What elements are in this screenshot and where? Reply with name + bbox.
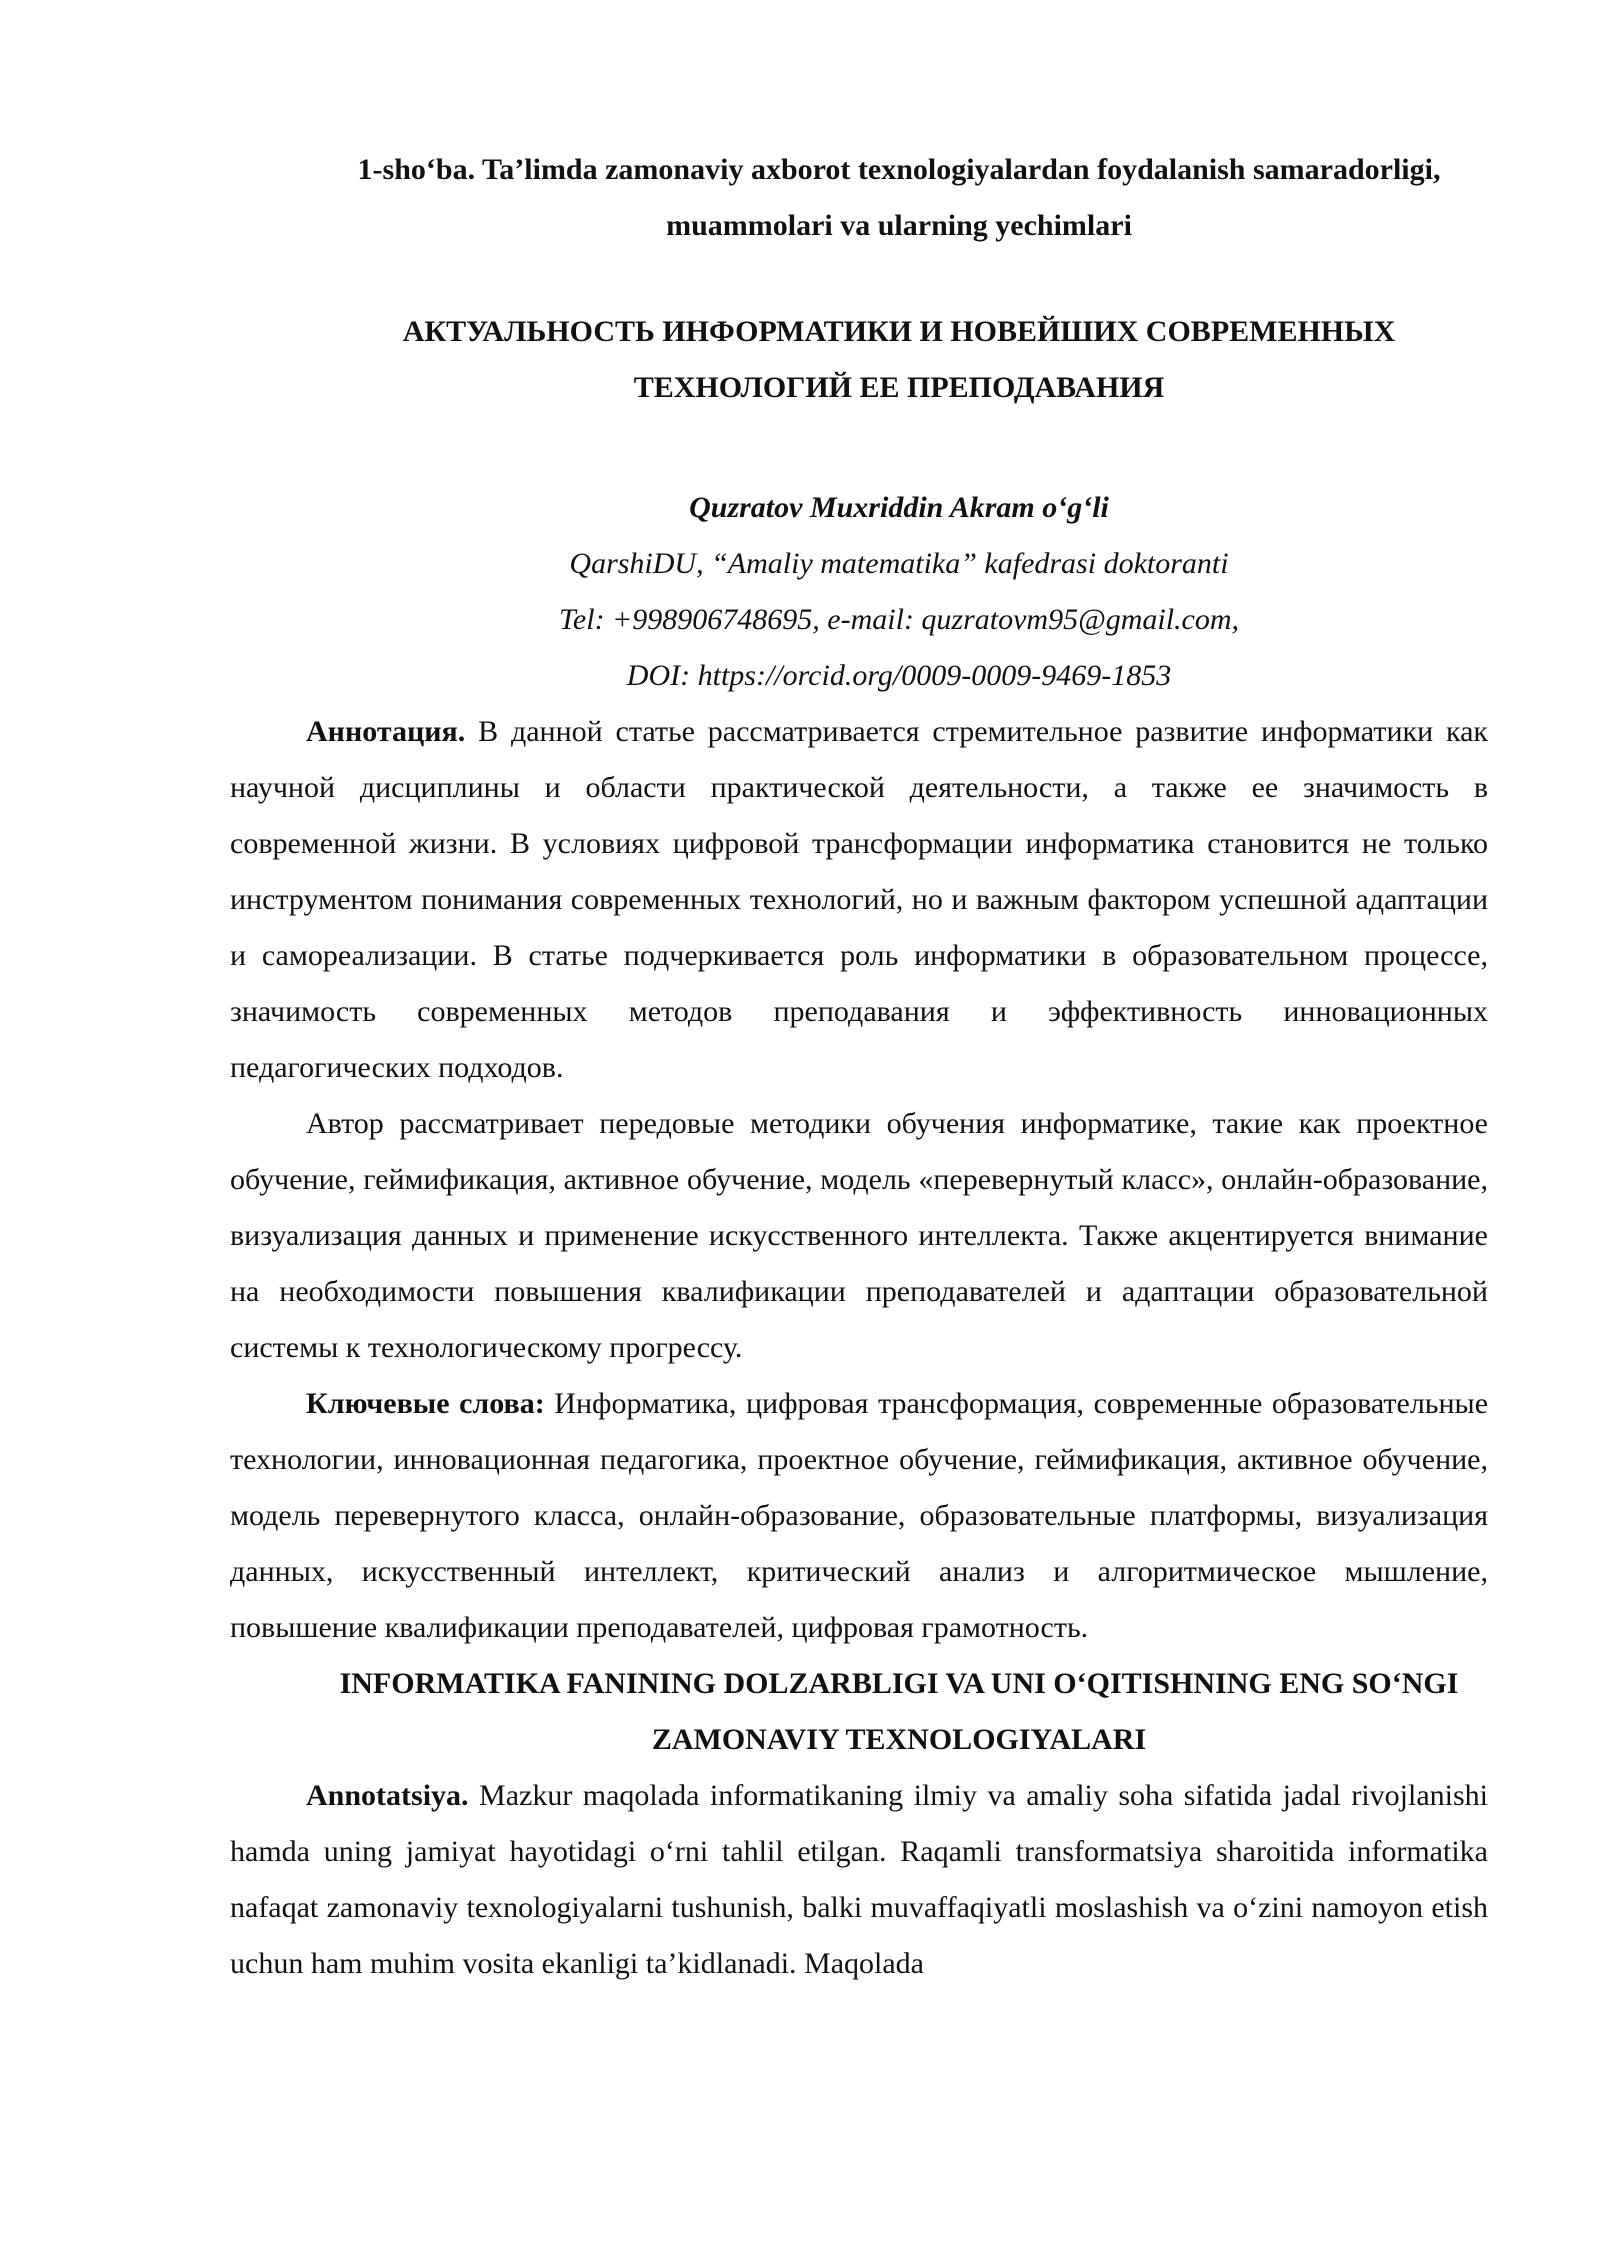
section-heading: 1-sho‘ba. Ta’limda zamonaviy axborot texnologiyalardan foydalanish samaradorligi, muammolari va ularning yechimlari	[357, 153, 1441, 242]
annotation-russian-label: Аннотация.	[306, 715, 466, 748]
article-title-russian: АКТУАЛЬНОСТЬ ИНФОРМАТИКИ И НОВЕЙШИХ СОВРЕМЕННЫХ ТЕХНОЛОГИЙ ЕЕ ПРЕПОДАВАНИЯ	[402, 315, 1396, 404]
annotation-uzbek-label: Annotatsiya.	[306, 1779, 469, 1812]
keywords-russian-text: Информатика, цифровая трансформация, современные образовательные технологии, инновационная педагогика, проектное обучение, геймификация, активное обучение, модель перевернутого класса, онлайн-образование, образовательные платформы, визуализация данных, искусственный интеллект, критический анализ и алгоритмическое мышление, повышение квалификации преподавателей, цифровая грамотность.	[230, 1387, 1489, 1644]
page-content	[230, 142, 1488, 1992]
author-contact: Tel: +998906748695, e-mail: quzratovm95@gmail.com,	[558, 603, 1240, 636]
annotation-uzbek-text: Mazkur maqolada informatikaning ilmiy va amaliy soha sifatida jadal rivojlanishi hamda uning jamiyat hayotidagi o‘rni tahlil etilgan. Raqamli transformatsiya sharoitida informatika nafaqat zamonaviy texnologiyalarni tushunish, balki muvaffaqiyatli moslashish va o‘zini namoyon etish uchun ham muhim vosita ekanligi ta’kidlanadi. Maqolada	[230, 1779, 1488, 1980]
annotation-russian-continued: Автор рассматривает передовые методики обучения информатике, такие как проектное обучение, геймификация, активное обучение, модель «перевернутый класс», онлайн-образование, визуализация данных и применение искусственного интеллекта. Также акцентируется внимание на необходимости повышения квалификации преподавателей и адаптации образовательной системы к технологическому прогрессу.	[230, 1107, 1488, 1364]
annotation-russian-text: В данной статье рассматривается стремительное развитие информатики как научной дисциплины и области практической деятельности, а также ее значимость в современной жизни. В условиях цифровой трансформации информатика становится не только инструментом понимания современных технологий, но и важным фактором успешной адаптации и самореализации. В статье подчеркивается роль информатики в образовательном процессе, значимость современных методов преподавания и эффективность инновационных педагогических подходов.	[230, 715, 1488, 1084]
keywords-russian-label: Ключевые слова:	[306, 1387, 545, 1420]
annotation-russian	[230, 704, 1488, 1096]
author-block	[230, 480, 1488, 704]
author-affiliation: QarshiDU, “Amaliy matematika” kafedrasi doktoranti	[569, 547, 1229, 580]
author-doi: DOI: https://orcid.org/0009-0009-9469-1853	[626, 659, 1172, 692]
annotation-uzbek	[230, 1768, 1488, 1992]
article-title-uzbek: INFORMATIKA FANINING DOLZARBLIGI VA UNI O‘QITISHNING ENG SO‘NGI ZAMONAVIY TEXNOLOGIYALARI	[339, 1667, 1459, 1756]
author-name: Quzratov Muxriddin Akram o‘g‘li	[689, 491, 1109, 524]
keywords-russian	[230, 1376, 1488, 1656]
